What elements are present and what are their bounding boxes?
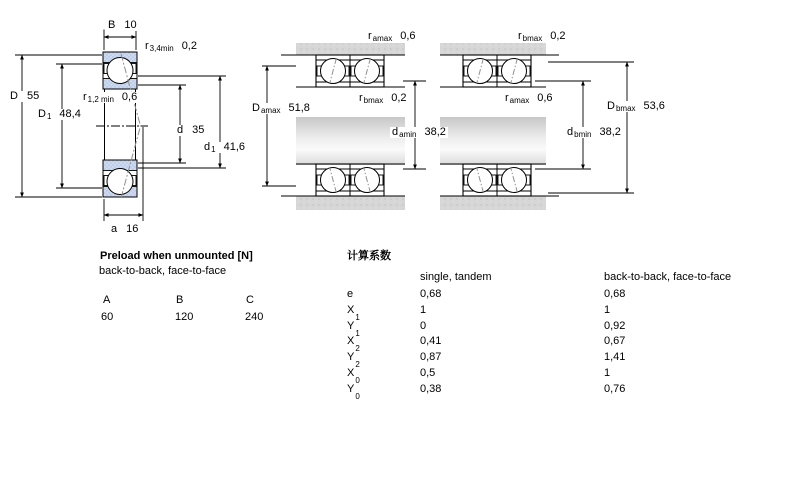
dim-label-Dbmax: D $_{bmax}$ 53,6 [607, 100, 665, 113]
factors-col1-header: single, tandem [420, 271, 492, 283]
dim-label-damin: d $_{amin}$ 38,2 [392, 126, 446, 139]
preload-col-b: B [176, 294, 184, 306]
bearing-pair-top [463, 55, 531, 87]
dim-d1 [138, 76, 226, 168]
preload-value-c: 240 [245, 311, 264, 323]
dim-label-d: d 35 [177, 124, 205, 136]
preload-title: Preload when unmounted [N] [100, 250, 253, 262]
dim-label-a: a 16 [111, 223, 139, 235]
dim-D [15, 55, 102, 197]
bearing-section-top [103, 52, 137, 89]
factor-row-label: $Y_0$ [347, 383, 360, 402]
factor-row-v2: 1,41 [604, 351, 626, 363]
dim-Da [262, 66, 296, 186]
factor-row-v1: 1 [420, 304, 427, 316]
factor-row-label: $Y_1$ [347, 320, 360, 339]
factor-row-v1: 0 [420, 320, 427, 332]
bearing-pair-bottom [463, 164, 531, 196]
dim-label-rbmax-a: r $_{bmax}$ 0,2 [359, 92, 407, 105]
preload-value-a: 60 [101, 311, 114, 323]
factor-row-label: e [347, 288, 354, 300]
preload-value-b: 120 [175, 311, 194, 323]
factor-row-label: $X_0$ [347, 367, 360, 386]
bearing-pair-bottom [316, 164, 384, 196]
factor-row-v1: 0,68 [420, 288, 442, 300]
preload-subtitle: back-to-back, face-to-face [99, 265, 227, 277]
dim-label-r12: r $_{1,2 min}$ 0,6 [83, 91, 138, 104]
factor-row-v2: 0,76 [604, 383, 626, 395]
factor-row-label: $Y_2$ [347, 351, 360, 370]
bearing-section-bottom [103, 160, 137, 197]
factor-row-v2: 0,68 [604, 288, 626, 300]
dim-label-D: D 55 [10, 90, 40, 102]
dim-label-d1: d $_1$ 41,6 [204, 141, 245, 154]
factors-col2-header: back-to-back, face-to-face [604, 271, 732, 283]
factors-title: 计算系数 [347, 250, 391, 262]
dim-label-B: B 10 [108, 19, 137, 31]
factor-row-v1: 0,87 [420, 351, 442, 363]
preload-col-a: A [103, 294, 111, 306]
dim-label-ramax-b: r $_{amax}$ 0,6 [505, 92, 553, 105]
dim-label-r34: r $_{3,4min}$ 0,2 [145, 40, 197, 53]
factor-row-v2: 1 [604, 367, 611, 379]
dim-B [104, 30, 136, 51]
dim-label-ramax-a: r $_{amax}$ 0,6 [368, 30, 416, 43]
bearing-pair-top [316, 55, 384, 87]
factor-row-v2: 0,92 [604, 320, 626, 332]
dim-label-D1: D $_1$ 48,4 [38, 108, 81, 121]
dim-label-dbmin: d $_{bmin}$ 38,2 [567, 126, 621, 139]
factor-row-v2: 0,67 [604, 335, 626, 347]
dim-label-Damax: D $_{amax}$ 51,8 [252, 102, 310, 115]
preload-col-c: C [246, 294, 254, 306]
dim-label-rbmax-b: r $_{bmax}$ 0,2 [518, 30, 566, 43]
factor-row-v1: 0,41 [420, 335, 442, 347]
factor-row-v1: 0,5 [420, 367, 436, 379]
factor-row-v1: 0,38 [420, 383, 442, 395]
dim-D1 [56, 64, 102, 188]
factor-row-label: $X_2$ [347, 335, 360, 354]
factor-row-label: $X_1$ [347, 304, 360, 323]
factor-row-v2: 1 [604, 304, 611, 316]
